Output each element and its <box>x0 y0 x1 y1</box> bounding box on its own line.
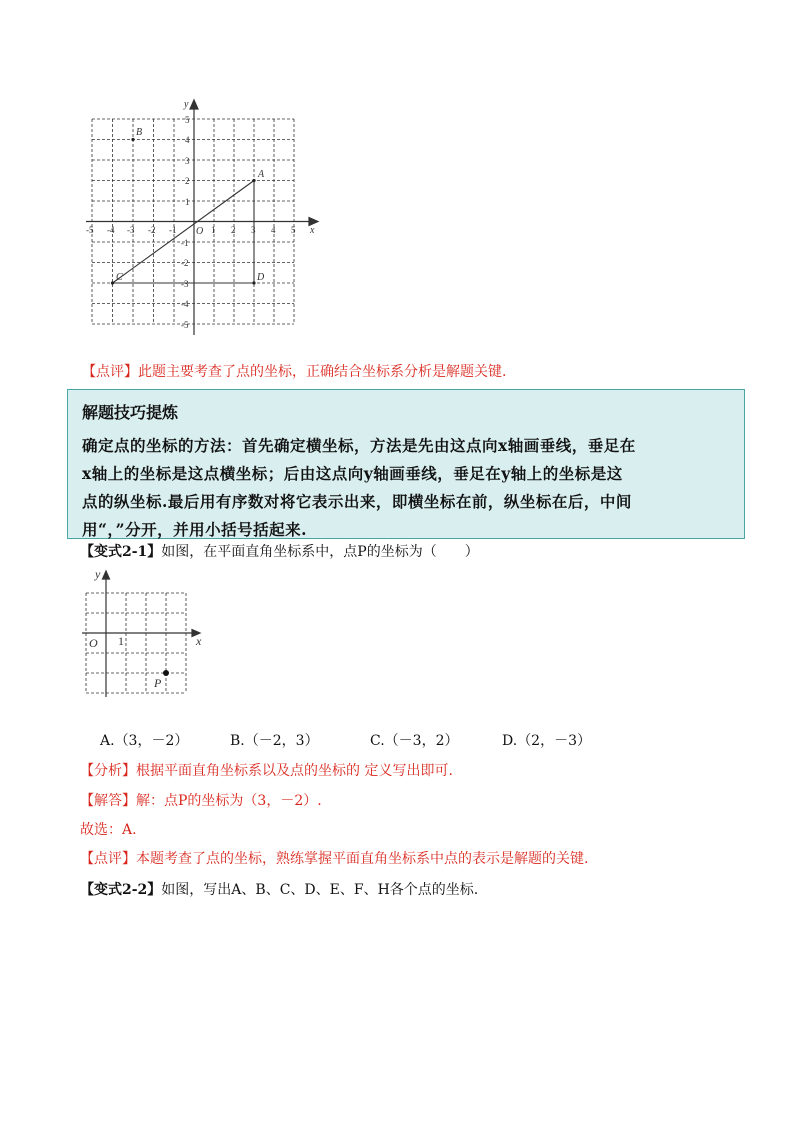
x-tick-label: 4 <box>271 225 276 235</box>
comment-1 <box>82 362 506 382</box>
y-tick-label: -2 <box>181 258 189 268</box>
x-tick-label: -5 <box>86 225 94 235</box>
x-tick-label: -3 <box>127 225 135 235</box>
variant-question: 如图，写出A、B、C、D、E、F、H各个点的坐标. <box>161 882 479 898</box>
x-axis-label-2: x <box>196 634 202 648</box>
technique-line: x轴上的坐标是这点横坐标；后由这点向y轴画垂线，垂足在y轴上的坐标是这 <box>82 464 623 483</box>
y-axis-label-1: y <box>184 99 189 110</box>
y-arrow-2 <box>103 571 110 579</box>
technique-title: 解题技巧提炼 <box>82 403 179 422</box>
answer <box>80 791 322 811</box>
point-d-label: D <box>257 272 265 283</box>
point-p <box>163 670 169 676</box>
analysis-text: 根据平面直角坐标系以及点的坐标的 定义写出即可. <box>136 763 453 779</box>
y-tick-label: 1 <box>185 197 190 207</box>
technique-box <box>67 389 745 539</box>
technique-line: 确定点的坐标的方法：首先确定横坐标，方法是先由这点向x轴画垂线，垂足在 <box>82 436 636 455</box>
technique-body <box>82 432 732 544</box>
tick-label-2: 1 <box>118 634 124 648</box>
option-b[interactable] <box>230 730 319 750</box>
option-letter: B. <box>230 733 245 749</box>
option-value: （－3，2） <box>384 733 459 749</box>
option-d[interactable] <box>502 730 591 750</box>
y-tick-label: 3 <box>185 156 190 166</box>
comment-text: 此题主要考查了点的坐标，正确结合坐标系分析是解题关键. <box>138 364 507 380</box>
technique-line: 用“，”分开，并用小括号括起来. <box>82 520 307 539</box>
option-value: （3，－2） <box>114 733 189 749</box>
x-tick-label: 1 <box>211 225 216 235</box>
variant-tag: 【变式2-2】 <box>80 882 162 898</box>
option-a[interactable] <box>100 730 188 750</box>
point-b-label: B <box>136 127 143 138</box>
option-letter: D. <box>502 733 518 749</box>
y-tick-label: -3 <box>181 279 189 289</box>
coordinate-graph-1 <box>80 95 330 345</box>
comment-text: 本题考查了点的坐标，熟练掌握平面直角坐标系中点的表示是解题的关键. <box>136 851 589 867</box>
variant-question: 如图，在平面直角坐标系中，点P的坐标为（ ） <box>161 544 479 560</box>
coordinate-graph-2 <box>80 565 210 700</box>
y-tick-label: -4 <box>181 299 189 309</box>
y-tick-label: 4 <box>185 135 190 145</box>
x-tick-label: 2 <box>231 225 236 235</box>
origin-label-2: O <box>89 636 98 650</box>
origin-label-1: O <box>196 226 204 237</box>
x-tick-label: 5 <box>291 225 296 235</box>
variant-2-1 <box>80 542 479 562</box>
answer-tag: 【解答】 <box>80 793 136 809</box>
point-p-label: P <box>154 676 162 690</box>
option-c[interactable] <box>370 730 459 750</box>
x-tick-label: -4 <box>107 225 115 235</box>
y-tick-label: -1 <box>181 238 189 248</box>
x-tick-label: -1 <box>169 225 177 235</box>
y-tick-label: -5 <box>181 320 189 330</box>
variant-tag: 【变式2-1】 <box>80 544 162 560</box>
analysis <box>80 761 453 781</box>
point-a-label: A <box>258 169 265 180</box>
point-c-label: C <box>116 272 123 283</box>
grid-2 <box>86 593 186 693</box>
option-letter: C. <box>370 733 385 749</box>
y-tick-label: 5 <box>185 115 190 125</box>
technique-line: 点的纵坐标.最后用有序数对将它表示出来，即横坐标在前，纵坐标在后，中间 <box>82 492 632 511</box>
final-choice: 故选：A. <box>80 822 137 838</box>
point-b <box>131 138 134 141</box>
comment-tag: 【点评】 <box>80 851 136 867</box>
x-axis-label-1: x <box>310 225 315 236</box>
y-axis-label-2: y <box>95 567 101 581</box>
point-d <box>252 281 255 284</box>
option-value: （－2，3） <box>244 733 319 749</box>
x-tick-label: 3 <box>251 225 256 235</box>
variant-2-2 <box>80 880 478 900</box>
analysis-tag: 【分析】 <box>80 763 136 779</box>
answer-text: 解：点P的坐标为（3，－2）. <box>136 793 322 809</box>
option-letter: A. <box>100 733 115 749</box>
y-tick-label: 2 <box>185 176 190 186</box>
comment-2 <box>80 849 588 869</box>
y-arrow-1 <box>190 100 198 109</box>
comment-tag: 【点评】 <box>82 364 138 380</box>
option-value: （2，－3） <box>517 733 592 749</box>
point-a <box>252 179 255 182</box>
point-c <box>111 281 114 284</box>
x-tick-label: -2 <box>148 225 156 235</box>
